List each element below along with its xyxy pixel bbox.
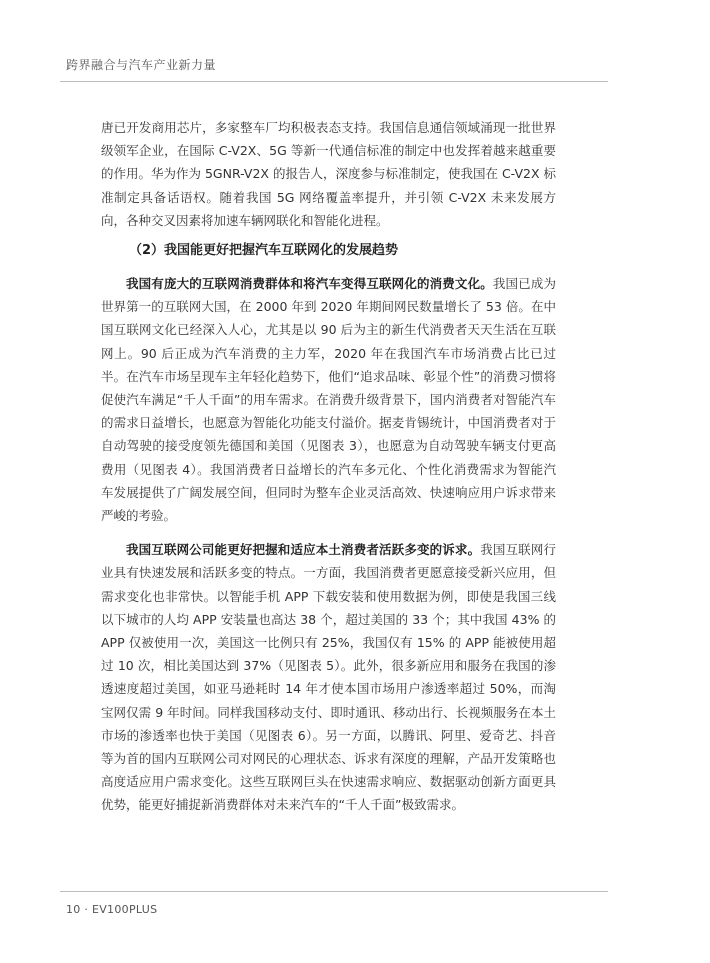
footer-divider <box>60 891 608 892</box>
page-footer: 10 · EV100PLUS <box>66 903 158 916</box>
running-header: 跨界融合与汽车产业新力量 <box>66 58 217 72</box>
header-divider <box>60 81 608 82</box>
paragraph-c-v2x: 唐已开发商用芯片，多家整车厂均积极表态支持。我国信息通信领域涌现一批世界级领军企业，在国际 C-V2X、5G 等新一代通信标准的制定中也发挥着越来越重要的作用。华为作为 5GNR-V2X 的报告人，深度参与标准制定，使我国在 C-V2X 标准制定具备话语权。随着我国 5G 网络覆盖率提升，并引领 C-V2X 未来发展方向，各种交叉因素将加速车辆网联化和智能化进程。 <box>101 120 556 228</box>
paragraph-lead-sentence: 我国有庞大的互联网消费群体和将汽车变得互联网化的消费文化。 <box>126 276 493 292</box>
paragraph-internet-companies <box>101 538 556 816</box>
paragraph-consumer-culture <box>101 272 556 527</box>
section-subheading: （2）我国能更好把握汽车互联网化的发展趋势 <box>129 243 399 259</box>
paragraph-lead-sentence: 我国互联网公司能更好把握和适应本土消费者活跃多变的诉求。 <box>126 542 481 558</box>
paragraph-body-text: 我国已成为世界第一的互联网大国，在 2000 年到 2020 年期间网民数量增长了 53 倍。在中国互联网文化已经深入人心，尤其是以 90 后为主的新生代消费者天天生活在互联网上。90 后正成为汽车消费的主力军，2020 年在我国汽车市场消费占比已过半。在汽车市场呈现车主年轻化趋势下，他们“追求品味、彰显个性”的消费习惯将促使汽车满足“千人千面”的用车需求。在消费升级背景下，国内消费者对智能汽车的需求日益增长，也愿意为智能化功能支付溢价。据麦肯锡统计，中国消费者对于自动驾驶的接受度领先德国和美国（见图表 3），也愿意为自动驾驶车辆支付更高费用（见图表 4）。我国消费者日益增长的汽车多元化、个性化消费需求为智能汽车发展提供了广阔发展空间，但同时为整车企业灵活高效、快速响应用户诉求带来严峻的考验。 <box>101 276 556 524</box>
paragraph-body-text: 我国互联网行业具有快速发展和活跃多变的特点。一方面，我国消费者更愿意接受新兴应用，但需求变化也非常快。以智能手机 APP 下载安装和使用数据为例，即使是我国三线以下城市的人均 APP 安装量也高达 38 个，超过美国的 33 个；其中我国 43% 的 APP 仅被使用一次，美国这一比例只有 25%，我国仅有 15% 的 APP 能被使用超过 10 次，相比美国达到 37%（见图表 5）。此外，很多新应用和服务在我国的渗透速度超过美国，如亚马逊耗时 14 年才使本国市场用户渗透率超过 50%，而淘宝网仅需 9 年时间。同样我国移动支付、即时通讯、移动出行、长视频服务在本土市场的渗透率也快于美国（见图表 6）。另一方面，以腾讯、阿里、爱奇艺、抖音等为首的国内互联网公司对网民的心理状态、诉求有深度的理解，产品开发策略也高度适应用户需求变化。这些互联网巨头在快速需求响应、数据驱动创新方面更具优势，能更好捕捉新消费群体对未来汽车的“千人千面”极致需求。 <box>101 542 556 813</box>
page-body <box>101 116 556 817</box>
